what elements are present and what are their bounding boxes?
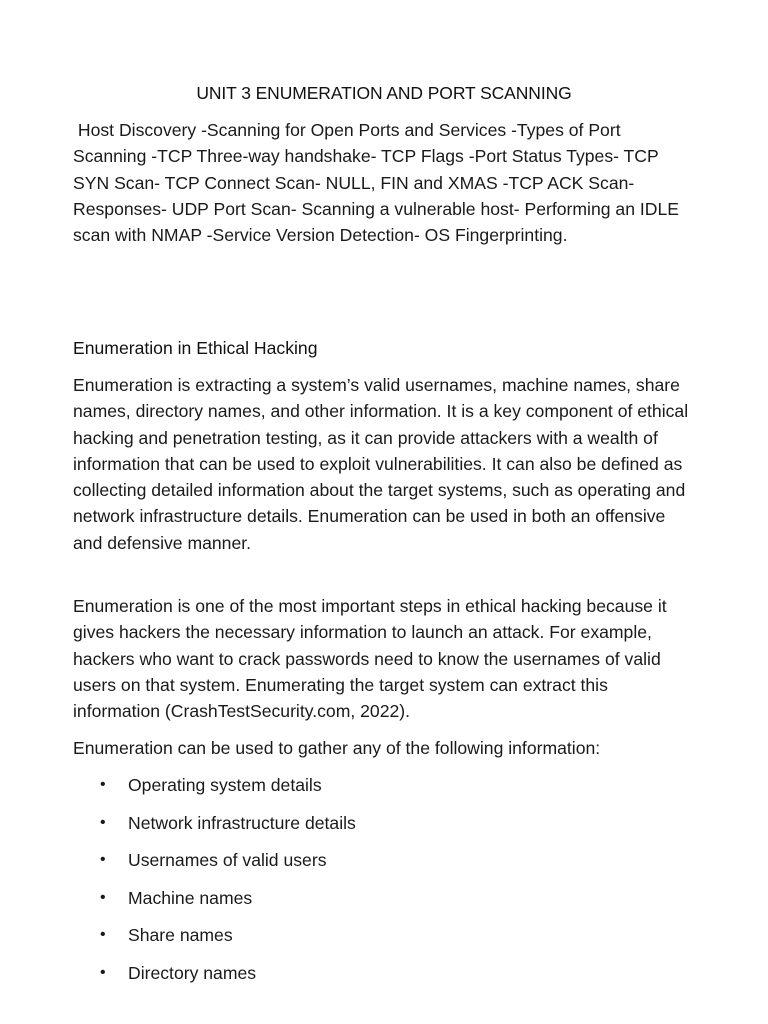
list-item [0, 847, 768, 885]
list-item [0, 772, 768, 810]
bullet-icon: • [100, 926, 106, 944]
list-item-text: Machine names [128, 887, 253, 908]
list-item [0, 810, 768, 848]
list-item-text: Operating system details [128, 775, 322, 795]
bullet-icon: • [100, 888, 106, 906]
intro-topics-paragraph: Host Discovery -Scanning for Open Ports and Services -Types of Port Scanning -TCP Three-way handshake- TCP Flags -Port Status Types- TCP SYN Scan- TCP Connect Scan- NULL, FIN and XMAS -TCP ACK Scan-Responses- UDP Port Scan- Scanning a vulnerable host- Performing an IDLE scan with NMAP -Service Version Detection- OS Fingerprinting. [73, 120, 684, 246]
list-item [0, 960, 768, 998]
bullet-icon: • [100, 776, 106, 793]
list-item-text: Usernames of valid users [128, 850, 327, 871]
bullet-icon: • [100, 963, 106, 981]
list-item [0, 922, 768, 960]
bullet-icon: • [100, 851, 106, 869]
paragraph-definition: Enumeration is extracting a system’s valid usernames, machine names, share names, directory names, and other information. It is a key component of ethical hacking and penetration testing, as it can provide attackers with a wealth of information that can be used to exploit vulnerabilities. It can also be defined as collecting detailed information about the target systems, such as operating and network infrastructure details. Enumeration can be used in both an offensive and defensive manner. [73, 375, 689, 553]
paragraph-importance: Enumeration is one of the most important steps in ethical hacking because it gives hackers the necessary information to launch an attack. For example, hackers who want to crack passwords need to know the usernames of valid users on that system. Enumerating the target system can extract this information (CrashTestSecurity.com, 2022). [73, 596, 667, 722]
list-item-text: Network infrastructure details [128, 812, 356, 833]
list-item-text: Directory names [128, 962, 257, 983]
information-list [0, 772, 768, 998]
list-item [0, 885, 768, 923]
list-item-text: Share names [128, 925, 233, 946]
document-title: UNIT 3 ENUMERATION AND PORT SCANNING [196, 83, 572, 103]
paragraph-list-intro: Enumeration can be used to gather any of the following information: [73, 738, 601, 758]
section-heading: Enumeration in Ethical Hacking [73, 338, 318, 358]
bullet-icon: • [100, 813, 106, 831]
